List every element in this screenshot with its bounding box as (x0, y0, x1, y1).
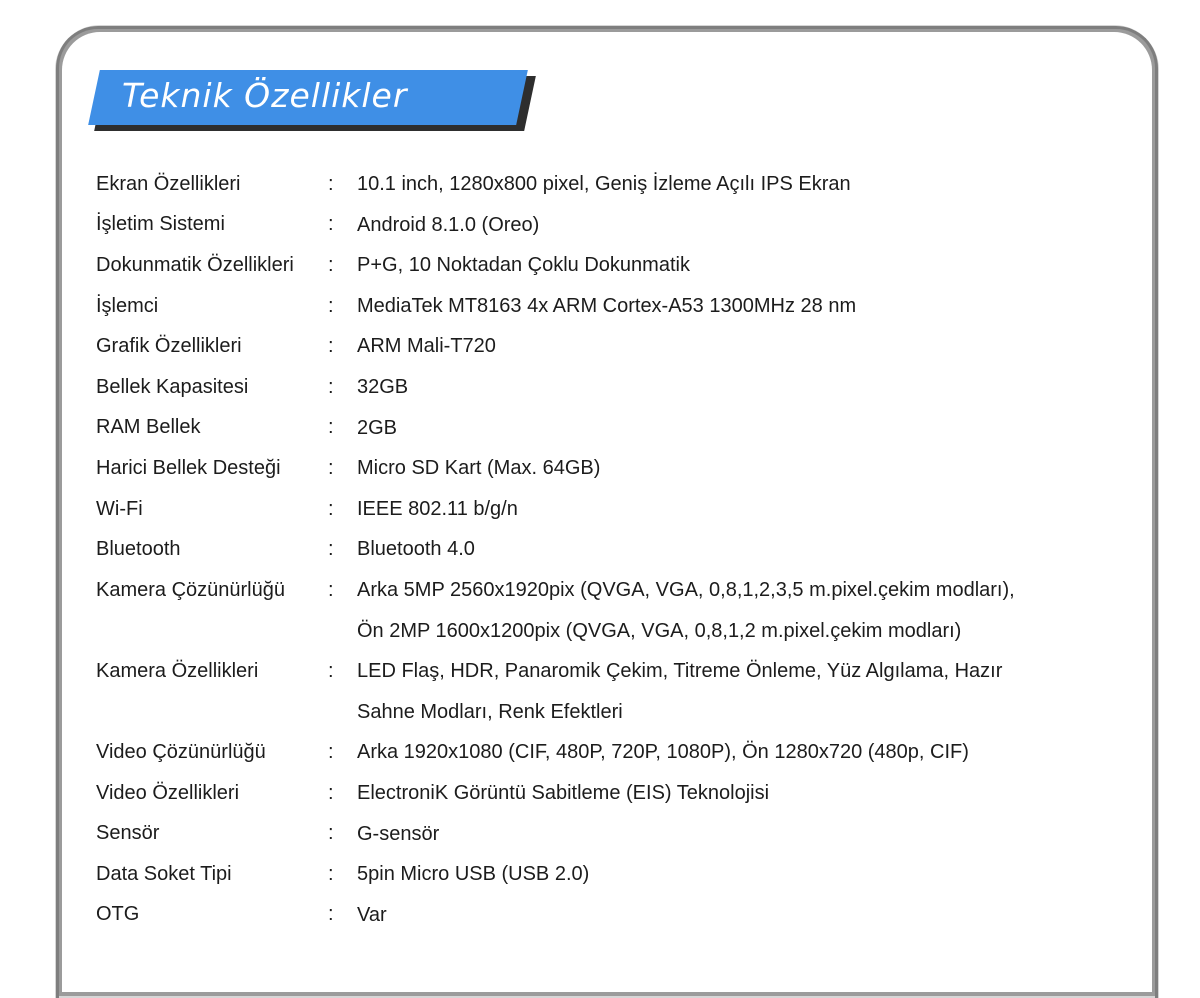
spec-value (357, 286, 1015, 327)
spec-row (96, 448, 1015, 489)
spec-table (96, 164, 1015, 935)
spec-row (96, 773, 1015, 814)
spec-label: İşlemci (96, 294, 159, 317)
spec-row (96, 367, 1015, 408)
spec-separator: : (328, 660, 334, 683)
spec-separator: : (328, 781, 334, 804)
spec-separator: : (328, 578, 334, 601)
spec-row (96, 732, 1015, 773)
spec-value-line: ARM Mali-T720 (357, 335, 496, 358)
title-banner (94, 70, 526, 125)
spec-label: Harici Bellek Desteği (96, 456, 281, 479)
spec-separator: : (328, 335, 334, 358)
spec-separator: : (328, 903, 334, 926)
spec-value-line: Android 8.1.0 (Oreo) (357, 213, 540, 236)
spec-separator: : (328, 253, 334, 276)
spec-value (357, 773, 1015, 814)
spec-value-line: ElectroniK Görüntü Sabitleme (EIS) Teknolojisi (357, 781, 770, 804)
spec-value-line: Bluetooth 4.0 (357, 538, 475, 561)
spec-label: Grafik Özellikleri (96, 335, 242, 358)
spec-separator: : (328, 862, 334, 885)
spec-value (357, 408, 1015, 449)
spec-label: Bluetooth (96, 538, 181, 561)
spec-value (357, 651, 1015, 732)
spec-table-body (96, 164, 1015, 935)
spec-separator: : (328, 375, 334, 398)
spec-label: RAM Bellek (96, 416, 201, 439)
spec-value (357, 164, 1015, 205)
spec-label: Kamera Çözünürlüğü (96, 578, 285, 601)
spec-row (96, 570, 1015, 651)
spec-value-line: MediaTek MT8163 4x ARM Cortex-A53 1300MHz 28 nm (357, 294, 857, 317)
spec-value-line: 10.1 inch, 1280x800 pixel, Geniş İzleme Açılı IPS Ekran (357, 173, 851, 195)
spec-row (96, 286, 1015, 327)
spec-value-line: G-sensör (357, 822, 440, 845)
spec-label: Bellek Kapasitesi (96, 375, 249, 398)
spec-row (96, 164, 1015, 205)
spec-separator: : (328, 822, 334, 845)
spec-row (96, 814, 1015, 855)
spec-label: Data Soket Tipi (96, 862, 232, 885)
spec-value-line: Micro SD Kart (Max. 64GB) (357, 457, 601, 480)
spec-value-line: Sahne Modları, Renk Efektleri (357, 700, 623, 723)
spec-row (96, 326, 1015, 367)
spec-label: Kamera Özellikleri (96, 660, 259, 683)
spec-separator: : (328, 456, 334, 479)
spec-value-line: P+G, 10 Noktadan Çoklu Dokunmatik (357, 254, 690, 277)
spec-value-line: Ön 2MP 1600x1200pix (QVGA, VGA, 0,8,1,2 m.pixel.çekim modları) (357, 619, 962, 642)
spec-label: Sensör (96, 822, 160, 845)
spec-label: Ekran Özellikleri (96, 172, 241, 195)
page-title: Teknik Özellikler (122, 76, 408, 115)
spec-value-line: Arka 5MP 2560x1920pix (QVGA, VGA, 0,8,1,2,3,5 m.pixel.çekim modları), (357, 578, 1015, 601)
spec-value (357, 326, 1015, 367)
spec-separator: : (328, 213, 334, 236)
spec-value (357, 570, 1015, 651)
spec-row (96, 489, 1015, 530)
spec-value (357, 367, 1015, 408)
spec-row (96, 895, 1015, 936)
spec-value (357, 814, 1015, 855)
spec-label: İşletim Sistemi (96, 213, 225, 236)
spec-row (96, 529, 1015, 570)
spec-label: OTG (96, 903, 140, 926)
spec-value-line: 2GB (357, 416, 398, 439)
spec-value-line: 5pin Micro USB (USB 2.0) (357, 863, 590, 886)
spec-separator: : (328, 538, 334, 561)
spec-row (96, 205, 1015, 246)
spec-row (96, 651, 1015, 732)
spec-value (357, 245, 1015, 286)
spec-label: Video Çözünürlüğü (96, 741, 266, 764)
spec-value (357, 205, 1015, 246)
spec-label: Dokunmatik Özellikleri (96, 253, 294, 276)
spec-row (96, 245, 1015, 286)
spec-value-line: IEEE 802.11 b/g/n (357, 497, 518, 520)
spec-separator: : (328, 172, 334, 195)
spec-separator: : (328, 294, 334, 317)
spec-value (357, 489, 1015, 530)
spec-value-line: Var (357, 903, 387, 926)
spec-value-line: LED Flaş, HDR, Panaromik Çekim, Titreme Önleme, Yüz Algılama, Hazır (357, 660, 1003, 683)
spec-separator: : (328, 497, 334, 520)
spec-label: Video Özellikleri (96, 781, 240, 804)
spec-row (96, 854, 1015, 895)
spec-value-line: Arka 1920x1080 (CIF, 480P, 720P, 1080P), Ön 1280x720 (480p, CIF) (357, 741, 969, 764)
spec-separator: : (328, 741, 334, 764)
spec-value (357, 448, 1015, 489)
spec-value-line: 32GB (357, 375, 409, 398)
spec-row (96, 408, 1015, 449)
spec-value (357, 854, 1015, 895)
spec-value (357, 895, 1015, 936)
spec-separator: : (328, 416, 334, 439)
spec-value (357, 732, 1015, 773)
spec-value (357, 529, 1015, 570)
spec-label: Wi-Fi (96, 497, 143, 520)
